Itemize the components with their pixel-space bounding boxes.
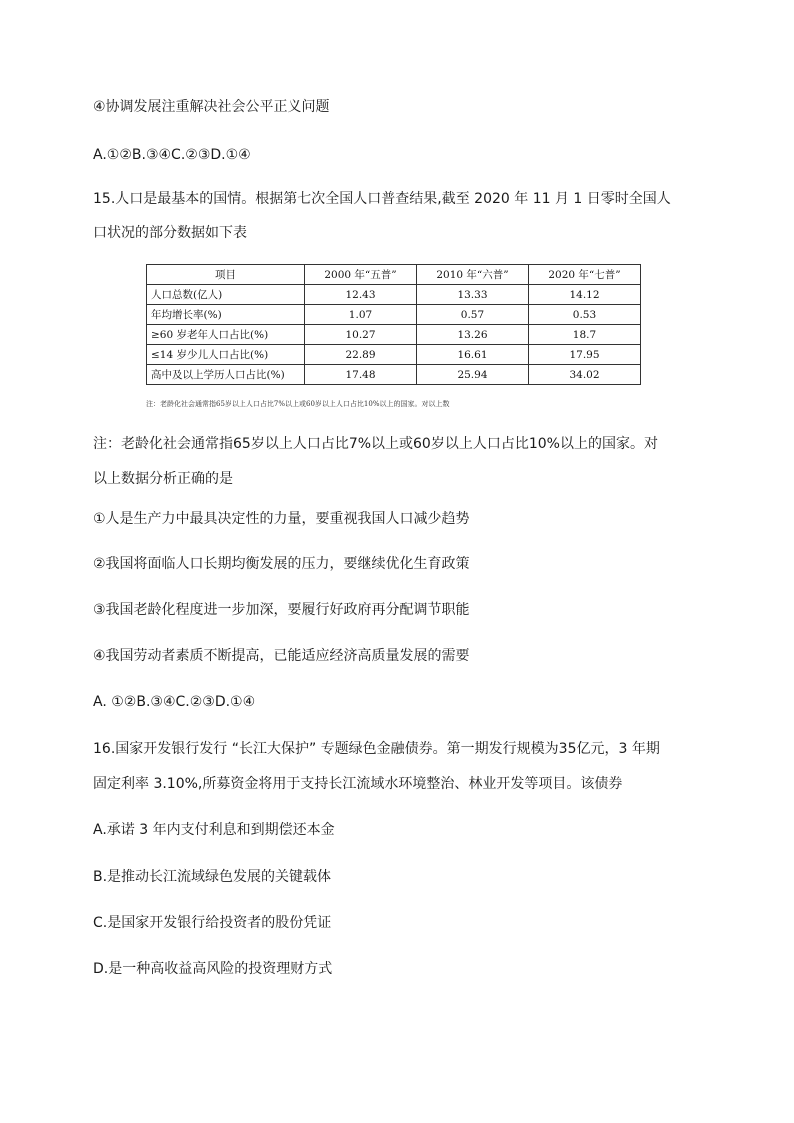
table-cell: 1.07 <box>305 305 417 325</box>
table-row <box>147 365 641 385</box>
table-header-row <box>147 265 641 285</box>
table-note-line2: 以上数据分析正确的是 <box>93 471 233 487</box>
table-header-cell: 2020 年“七普” <box>528 265 640 285</box>
table-cell: ≤14 岁少儿人口占比(%) <box>147 345 305 365</box>
table-cell: 18.7 <box>528 325 640 345</box>
option-1-line: ①人是生产力中最具决定性的力量，要重视我国人口减少趋势 <box>93 511 470 527</box>
answer-choices-q14: A.①②B.③④C.②③D.①④ <box>93 147 251 163</box>
table-cell: 13.33 <box>416 285 528 305</box>
option-2-line: ②我国将面临人口长期均衡发展的压力，要继续优化生育政策 <box>93 556 470 572</box>
table-cell: 年均增长率(%) <box>147 305 305 325</box>
question-16-stem-line2: 固定利率 3.10%,所募资金将用于支持长江流域水环境整治、林业开发等项目。该债券 <box>93 776 623 792</box>
table-header-cell: 2000 年“五普” <box>305 265 417 285</box>
option-4-line-q15: ④我国劳动者素质不断提高，已能适应经济高质量发展的需要 <box>93 648 470 664</box>
question-16-stem-line1: 16.国家开发银行发行 “长江大保护” 专题绿色金融债券。第一期发行规模为35亿元，3 年期 <box>93 741 660 757</box>
table-row <box>147 345 641 365</box>
option-3-line: ③我国老龄化程度进一步加深，要履行好政府再分配调节职能 <box>93 602 470 618</box>
table-cell: 17.48 <box>305 365 417 385</box>
table-cell: 22.89 <box>305 345 417 365</box>
choice-a-q16: A.承诺 3 年内支付利息和到期偿还本金 <box>93 822 335 838</box>
choice-c-q16: C.是国家开发银行给投资者的股份凭证 <box>93 915 332 931</box>
choice-d-q16: D.是一种高收益高风险的投资理财方式 <box>93 961 333 977</box>
table-cell: 25.94 <box>416 365 528 385</box>
table-row <box>147 305 641 325</box>
table-cell: 0.57 <box>416 305 528 325</box>
table-cell: 12.43 <box>305 285 417 305</box>
table-row <box>147 325 641 345</box>
population-table <box>146 264 641 385</box>
population-table-figure <box>146 264 646 410</box>
table-cell: 10.27 <box>305 325 417 345</box>
question-15-stem-line1: 15.人口是最基本的国情。根据第七次全国人口普查结果,截至 2020 年 11 月 1 日零时全国人 <box>93 191 671 207</box>
table-header-cell: 项目 <box>147 265 305 285</box>
choice-b-q16: B.是推动长江流域绿色发展的关键载体 <box>93 869 332 885</box>
table-cell: 14.12 <box>528 285 640 305</box>
table-cell: 16.61 <box>416 345 528 365</box>
table-cell: 13.26 <box>416 325 528 345</box>
table-cell: 34.02 <box>528 365 640 385</box>
table-cell: 高中及以上学历人口占比(%) <box>147 365 305 385</box>
table-row <box>147 285 641 305</box>
question-15-stem-line2: 口状况的部分数据如下表 <box>93 225 247 241</box>
table-cell: 人口总数(亿人) <box>147 285 305 305</box>
table-cell: 0.53 <box>528 305 640 325</box>
table-cell: ≥60 岁老年人口占比(%) <box>147 325 305 345</box>
table-footnote: 注：老龄化社会通常指65岁以上人口占比7%以上或60岁以上人口占比10%以上的国家。对以上数 <box>146 400 450 408</box>
table-note-line1: 注：老龄化社会通常指65岁以上人口占比7%以上或60岁以上人口占比10%以上的国家。对 <box>93 436 658 452</box>
table-header-cell: 2010 年“六普” <box>416 265 528 285</box>
answer-choices-q15: A. ①②B.③④C.②③D.①④ <box>93 694 256 710</box>
table-cell: 17.95 <box>528 345 640 365</box>
option-4-line: ④协调发展注重解决社会公平正义问题 <box>93 99 330 115</box>
